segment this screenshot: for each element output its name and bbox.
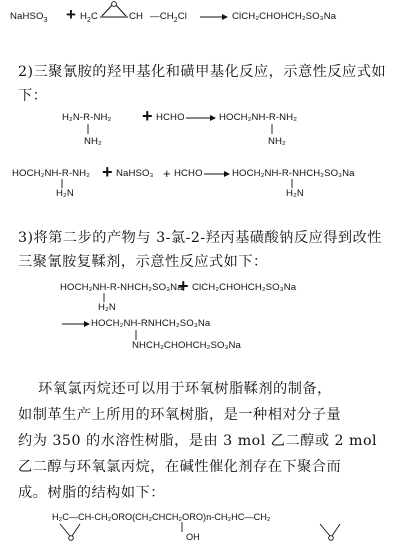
reaction3-reactant: HOCH₂NH-R-NH₂ [12,168,91,179]
reaction1-plus: + [66,5,77,24]
reaction2-product: HOCH₂NH-R-NH₂ [219,112,298,123]
reaction-3 [0,160,405,204]
reaction4-product-sub: NHCH₂CHOHCH₂SO₃Na [132,340,241,351]
reaction2-reactant-sub: NH₂ [84,136,102,147]
reaction3-reagent1: NaHSO₃ [116,168,154,179]
reaction1-epoxide-h2c: $H_2C$ [80,11,99,24]
reaction3-reactant-sub: H₂N [56,188,74,199]
reaction3-product-sub: H₂N [286,188,304,199]
reaction2-arrow [0,108,405,152]
reaction3-plus: + [102,162,113,182]
reaction2-plus: + [142,106,153,126]
reaction1-product: ClCH₂CHOHCH₂SO₃Na [232,11,337,22]
reaction4-reactant: HOCH₂NH-R-NHCH₂SO₃Na [60,282,183,293]
reaction3-product: HOCH₂NH-R-NHCH₂SO₃Na [232,168,355,179]
reaction3-reagent2: HCHO [174,168,203,179]
reaction-2 [0,108,405,152]
reaction1-epoxide-ch: CH [129,11,144,22]
resin-oh: OH [186,532,200,542]
reaction4-product: HOCH₂NH-RNHCH₂SO₃Na [91,318,211,329]
reaction1-epoxide-ch2cl: $—CH_2Cl$ [150,11,188,24]
resin-formula: H₂C—CH-CH₂ORO(CH₂CHCH₂ORO)n-CH₂HC—CH₂ [52,512,271,522]
epoxide-rings-resin [0,508,405,554]
resin-structure [0,508,405,554]
epoxide-ring-1 [0,0,405,40]
paragraph-line-2: 如制革生产上所用的环氧树脂，是一种相对分子量 [18,407,342,423]
reaction4-plus: + [178,276,189,296]
paragraph-line-1: 环氧氯丙烷还可以用于环氧树脂鞣剂的制备， [38,381,332,397]
paragraph-line-5: 成。树脂的结构如下： [18,485,165,501]
reaction2-product-sub: NH₂ [268,136,286,147]
reaction3-plus2: + [163,166,171,181]
paragraph-line-3: 约为 350 的水溶性树脂，是由 3 mol 乙二醇或 2 mol [18,433,378,449]
reaction-1 [0,0,405,40]
reaction2-reagent: HCHO [156,112,185,123]
reaction4-reagent: ClCH₂CHOHCH₂SO₃Na [192,282,297,293]
paragraph-line-4: 乙二醇与环氧氯丙烷，在碱性催化剂存在下聚合而 [18,459,342,475]
section-2-text: 2)三聚氰胺的羟甲基化和磺甲基化反应，示意性反应式如下： [18,64,387,104]
reaction4-reactant-sub: H₂N [98,302,116,313]
reaction1-reactant: NaHSO$_3$ [10,11,48,24]
reaction-4 [0,276,405,366]
reaction3-arrow [0,160,405,204]
section-3-text: 3)将第二步的产物与 3-氯-2-羟丙基磺酸钠反应得到改性三聚氰胺复鞣剂，示意性反应式如下： [18,230,382,270]
reaction2-reactant: H₂N-R-NH₂ [62,112,112,123]
